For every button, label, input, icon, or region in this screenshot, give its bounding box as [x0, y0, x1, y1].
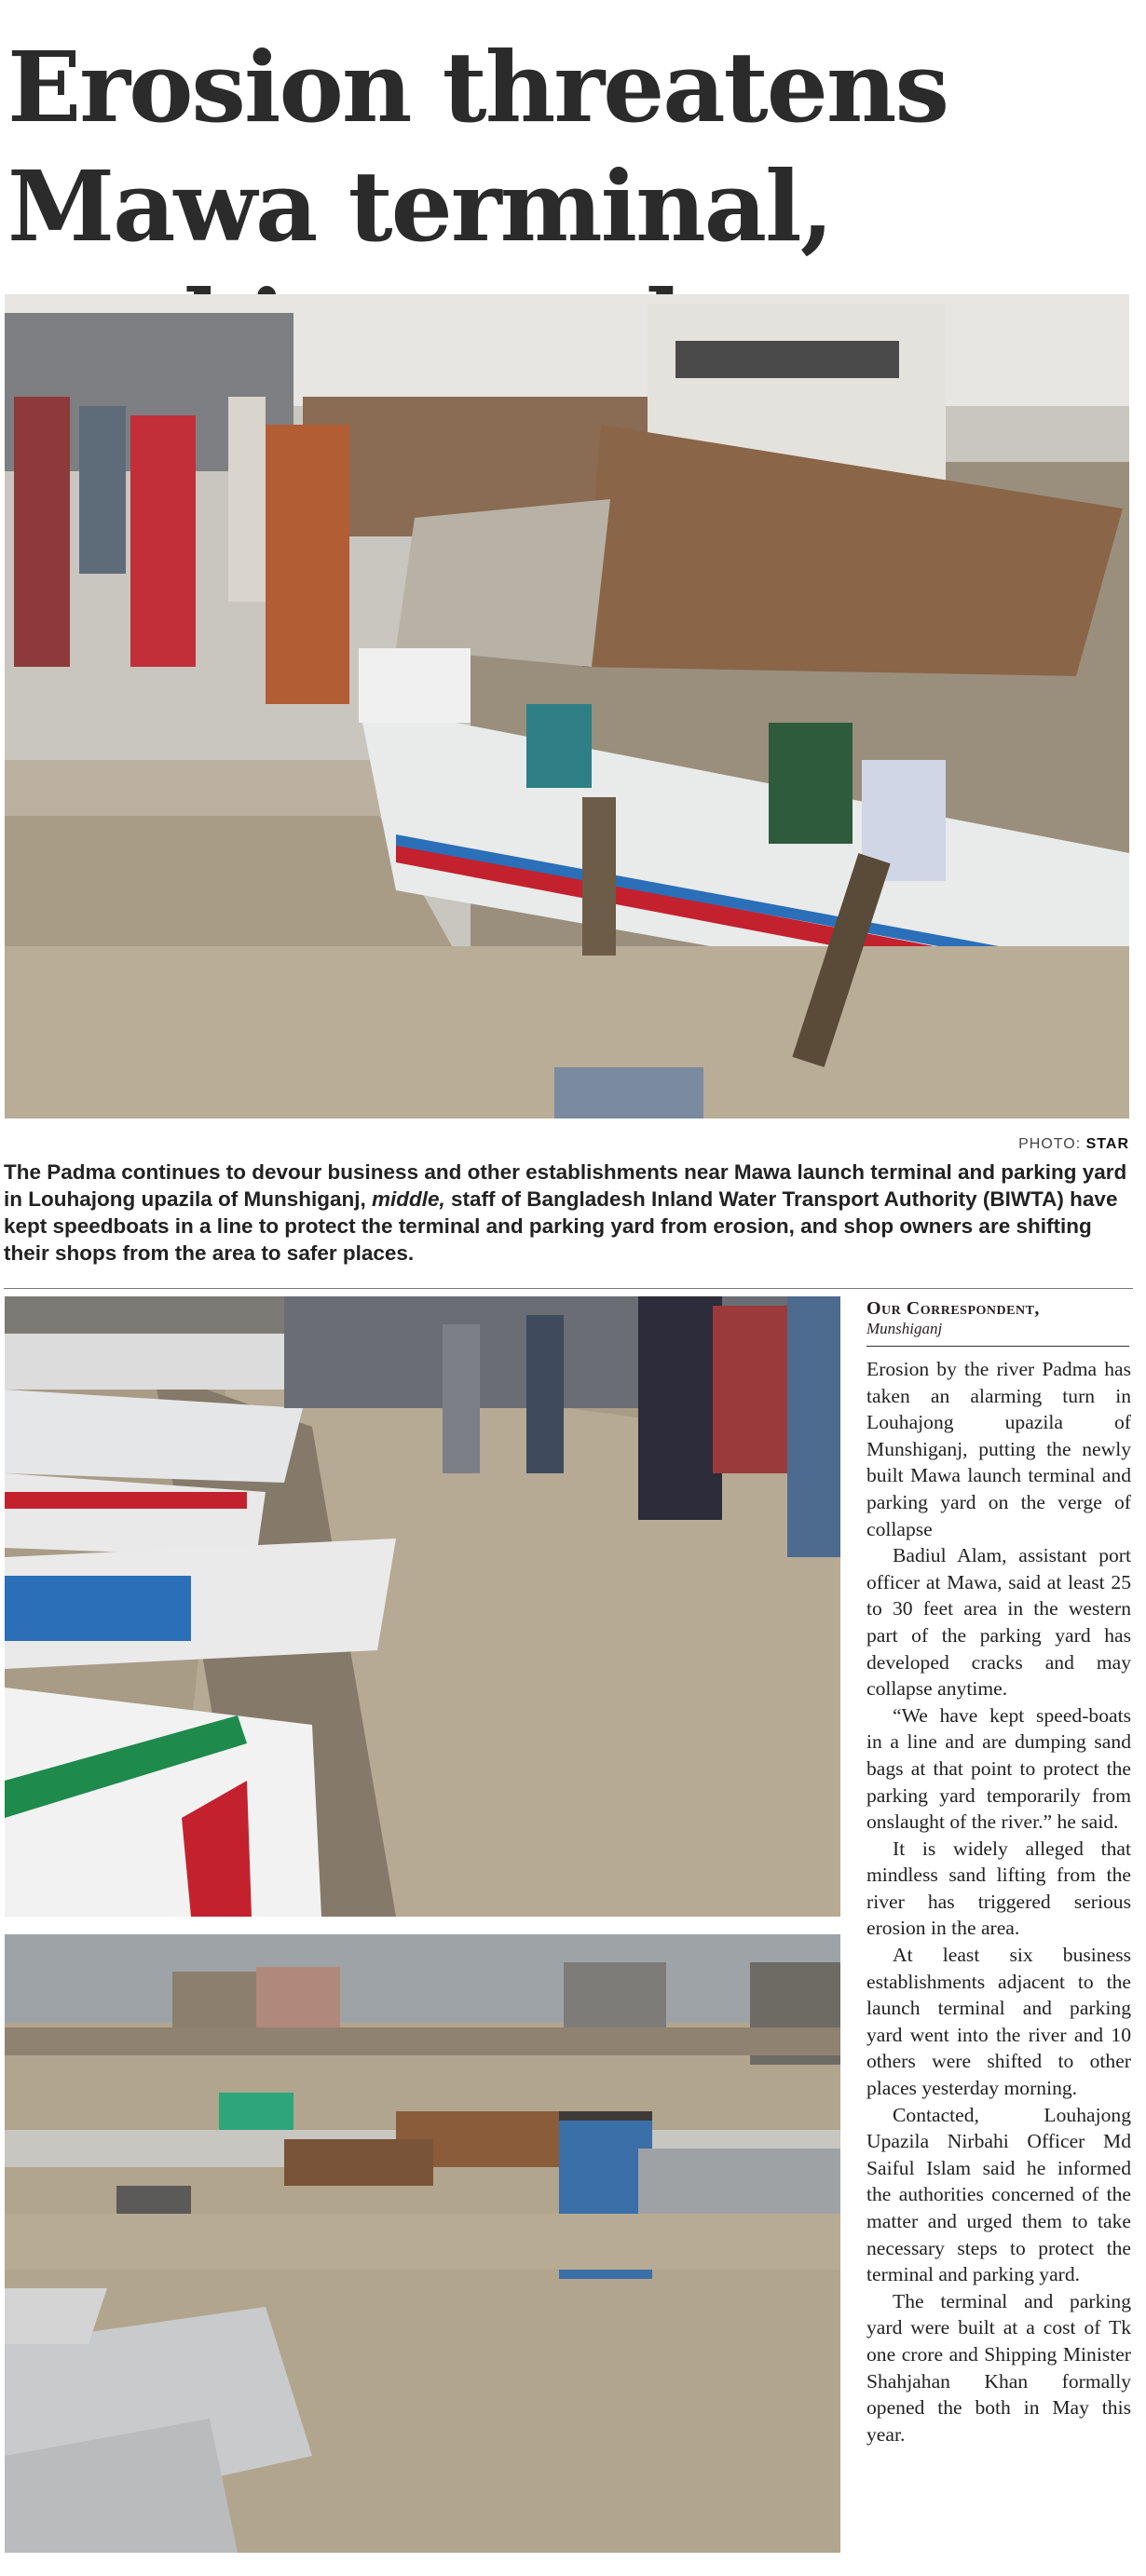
byline-name: Our Correspondent,	[866, 1298, 1040, 1319]
story-paragraph: It is widely alleged that mindless sand lifting from the river has triggered serious erosion in the area.	[866, 1837, 1131, 1940]
section-divider	[4, 1288, 1133, 1289]
story-paragraph: At least six business establishments adjacent to the launch terminal and parking yard went into the river and 10 others were shifted to other places yesterday morning.	[866, 1944, 1131, 2100]
story-paragraph: Badiul Alam, assistant port officer at Mawa, said at least 25 to 30 feet area in the western part of the parking yard has developed cracks and may collapse anytime.	[866, 1544, 1131, 1701]
byline	[866, 1298, 1129, 1347]
byline-place: Munshiganj	[866, 1320, 943, 1337]
photo-credit: PHOTO: STAR	[1018, 1136, 1129, 1152]
story-paragraph: Erosion by the river Padma has taken an alarming turn in Louhajong upazila of Munshiganj, putting the newly built Mawa launch terminal and parking yard on the verge of collapse	[866, 1358, 1131, 1540]
photo-caption: The Padma continues to devour business and other establishments near Mawa launch terminal and parking yard in Louhajong upazila of Munshiganj, middle, staff of Bangladesh Inland Water Transport Authority (BIWTA) have kept speedboats in a line to protect the terminal and parking yard from erosion, and shop owners are shifting their shops from the area to safer places.	[4, 1160, 1127, 1265]
story-paragraph: “We have kept speed-boats in a line and are dumping sand bags at that point to protect the parking yard temporarily from onslaught of the river.” he said.	[866, 1703, 1131, 1834]
story-paragraph: The terminal and parking yard were built at a cost of Tk one crore and Shipping Minister Shahjahan Khan formally opened the both in May this year.	[866, 2289, 1131, 2446]
speedboats-photo	[5, 1296, 840, 1917]
headline: Erosion threatens Mawa terminal,	[7, 30, 948, 264]
byline-rule	[866, 1346, 1129, 1347]
shops-photo	[5, 1934, 840, 2553]
story-paragraph: Contacted, Louhajong Upazila Nirbahi Officer Md Saiful Islam said he informed the authorities concerned of the matter and urged them to take necessary steps to protect the terminal and parking yard.	[866, 2103, 1131, 2286]
main-photo	[5, 294, 1129, 1119]
story-body	[866, 1356, 1131, 2447]
